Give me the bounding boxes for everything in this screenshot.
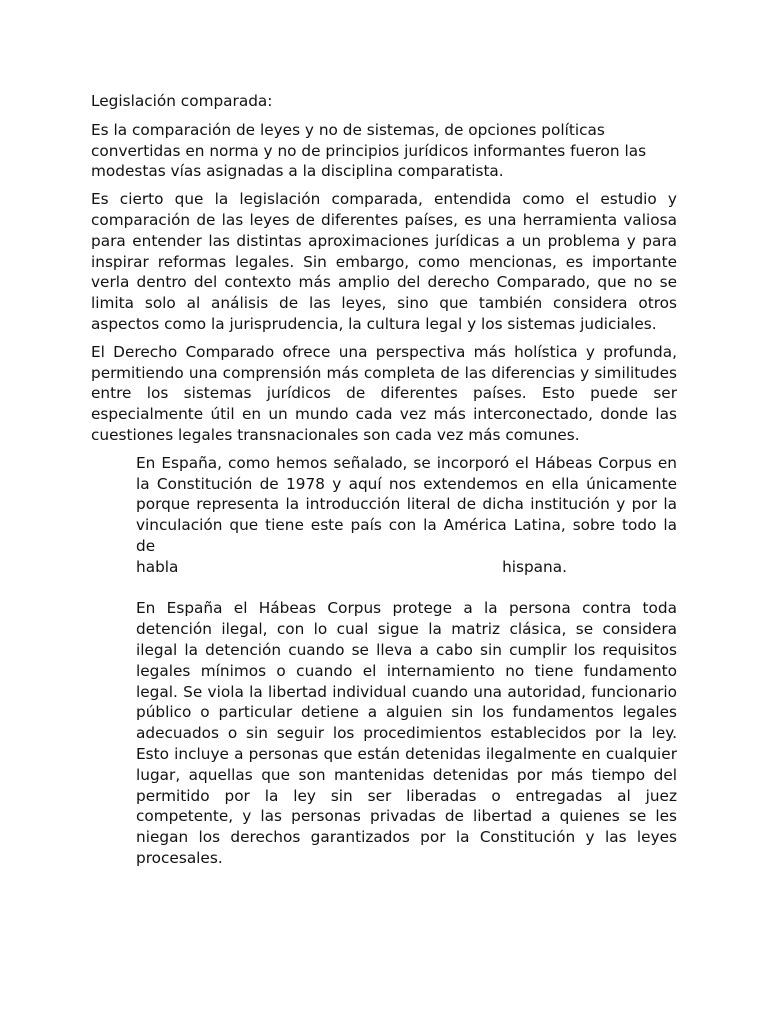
indented-block (136, 453, 677, 869)
blank-line (136, 578, 677, 599)
paragraph-espana-last-line (136, 557, 677, 578)
paragraph-espana-constitucion: En España, como hemos señalado, se incorporó el Hábeas Corpus en la Constitución de 1978 y aquí nos extendemos en ella únicamente porque representa la introducción literal de dicha institución y por la vinculación que tiene este país con la América Latina, sobre todo la de (136, 453, 677, 555)
paragraph-legislacion-comparada: Es cierto que la legislación comparada, entendida como el estudio y comparación de las leyes de diferentes países, es una herramienta valiosa para entender las distintas aproximaciones jurídicas a un problema y para inspirar reformas legales. Sin embargo, como mencionas, es importante verla dentro del contexto más amplio del derecho Comparado, que no se limita solo al análisis de las leyes, sino que también considera otros aspectos como la jurisprudencia, la cultura legal y los sistemas judiciales. (91, 190, 677, 333)
habla-word: habla (136, 557, 179, 576)
document-title: Legislación comparada: (91, 92, 273, 110)
hispana-word: hispana. (502, 557, 567, 576)
paragraph-derecho-comparado: El Derecho Comparado ofrece una perspectiva más holística y profunda, permitiendo una comprensión más completa de las diferencias y similitudes entre los sistemas jurídicos de diferentes países. Esto puede ser especialmente útil en un mundo cada vez más interconectado, donde las cuestiones legales transnacionales son cada vez más comunes. (91, 342, 677, 444)
paragraph-habeas-corpus: En España el Hábeas Corpus protege a la persona contra toda detención ilegal, con lo cual sigue la matriz clásica, se considera ilegal la detención cuando se lleva a cabo sin cumplir los requisitos legales mínimos o cuando el internamiento no tiene fundamento legal. Se viola la libertad individual cuando una autoridad, funcionario público o particular detiene a alguien sin los fundamentos legales adecuados o sin seguir los procedimientos establecidos por la ley. Esto incluye a personas que están detenidas ilegalmente en cualquier lugar, aquellas que son mantenidas detenidas por más tiempo del permitido por la ley sin ser liberadas o entregadas al juez competente, y las personas privadas de libertad a quienes se les niegan los derechos garantizados por la Constitución y las leyes procesales. (136, 599, 677, 867)
document-body (91, 91, 677, 869)
paragraph-definition: Es la comparación de leyes y no de sistemas, de opciones políticas convertidas en norma y no de principios jurídicos informantes fueron las modestas vías asignadas a la disciplina comparatista. (91, 120, 647, 181)
